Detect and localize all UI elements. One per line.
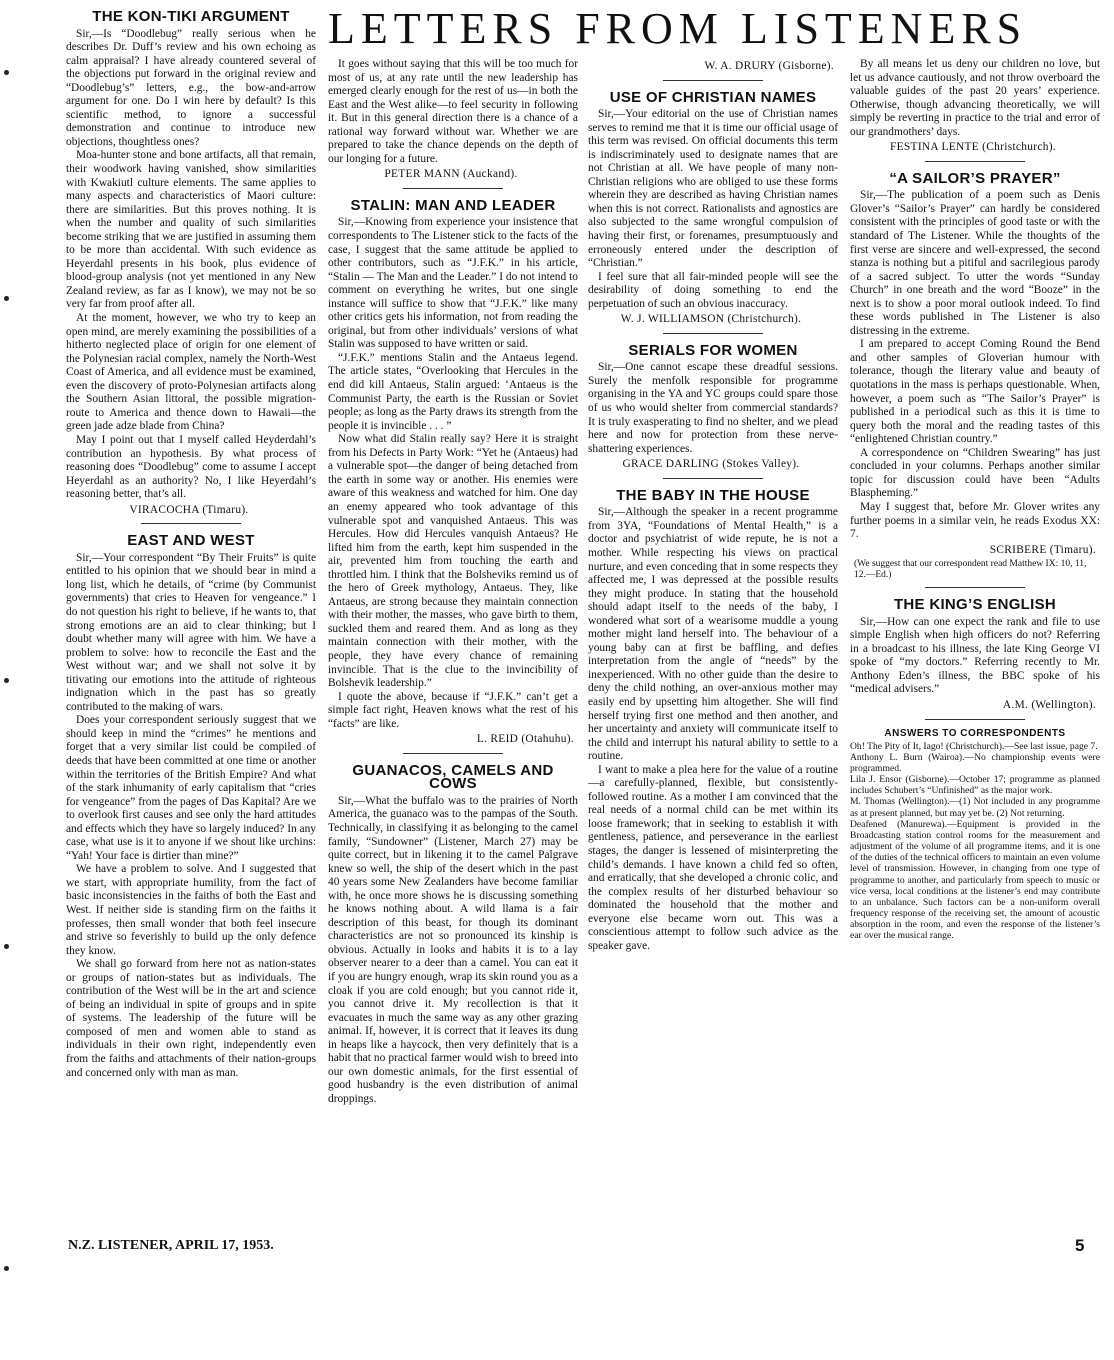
letter-paragraph: Sir,—Knowing from experience your insistence that correspondents to The Listener stick to the facts of the case, I suggest that the same attitude be applied to other contributors, such as “J.F.K.” in his article, “Stalin — The Man and the Leader.” I do not intend to comment on everything he writes, but one single instance will suffice to show that “J.F.K.” like many other critics gets his information, not from reading the original, but from other individuals’ versions of what Stalin was supposed to have written or said. [328,216,578,351]
editor-note: (We suggest that our correspondent read Matthew IX: 10, 11, 12.—Ed.) [854,559,1087,581]
letter-paragraph: Moa-hunter stone and bone artifacts, all that remain, their woodwork having vanished, show similarities with Kwakiutl culture elements. The same applies to many aspects and characteristics of Maori culture: there are similarities. But this proves nothing. It is when the number and quality of such similarities become striking that we are justified in assuming them to be more than accidental. With such evidence as Heyerdahl presents in his book, plus evidence of blood-group analysis (not yet mentioned in any New Zealand review, as far as I know), we may not be so very far from proof after all. [66,149,316,311]
letter-paragraph: I want to make a plea here for the value of a routine—a carefully-planned, flexible, but consistently-followed routine. As a mother I am convinced that the real needs of a normal child can be met within its loose framework; that in seeking to establish it with gentleness, patience, and perseverance in the earliest stages, the danger is lessened of misinterpreting the child’s demands. I have known a child fed so often, and erratically, that she developed a chronic colic, and the complex results of her disturbed behaviour so dominated the household that the mother and everyone else became worn out. This was a conscientious attempt to follow such advice as the speaker gave. [588,763,838,952]
column-3 [588,58,838,953]
letter-paragraph: Sir,—Your editorial on the use of Christian names serves to remind me that it is time our official usage of this term was revised. On official documents this term is indiscriminately used to designate names that are not Christian at all. We have people of many non-Christian religions who are obliged to use these forms wherein they are described as having Christian names when this is not correct. Rationalists and agnostics are also subjected to the same wrongful compulsion of having their first, or forenames, presumptuously and erroneously entered under the description of “Christian.” [588,108,838,270]
answer-item: Oh! The Pity of It, Iago! (Christchurch).—See last issue, page 7. [850,740,1098,752]
letter-paragraph: Now what did Stalin really say? Here it is straight from his Defects in Party Work: “Yet he (Antaeus) had a vulnerable spot—the danger of being detached from the earth in some way or another. His enemies were aware of this weakness and watched for him. One day an enemy appeared who took advantage of this vulnerable spot and vanquished Antaeus. This was Hercules. How did Hercules vanquish Antaeus? He lifted him from the earth, kept him suspended in the air, prevented him from touching the earth and throttled him. I think that the Bolsheviks remind us of the hero of Greek mythology, Antaeus. They, like Antaeus, are strong because they maintain connection with their mother, the masses, who gave birth to them, suckled them and reared them. And as long as they maintain connection with their mother, with the people, they have every chance of remaining invincible. That is the clue to the invincibility of Bolshevik leadership.” [328,433,578,690]
letter-paragraph: It goes without saying that this will be too much for most of us, at any rate until the new leadership has emerged clearly enough for the rest of us—in both the East and the West alike—to feel security in following it. But in this general direction there is a chance of a rational way forward without war. Whether we are prepared to take the chance depends on the depth of our longing for a future. [328,58,578,165]
letter-signature: FESTINA LENTE (Christchurch). [890,141,1056,154]
letter-paragraph: Sir,—How can one expect the rank and file to use simple English when high officers do not? Referring in a broadcast to his illness, the late King George VI spoke of “my doctors.” Referring recently to Mr. Anthony Eden’s illness, the BBC spoke of his “medical advisers.” [850,615,1100,696]
letter-paragraph: A correspondence on “Children Swearing” has just concluded in your columns. Perhaps another similar topic for discussion could have been “Adults Blaspheming.” [850,446,1100,500]
letter-signature: SCRIBERE (Timaru). [989,543,1096,556]
letter-paragraph: At the moment, however, we who try to keep an open mind, are merely examining the possibilities of a hitherto neglected place of origin for one element of the Polynesian racial complex, namely the North-West Coast of America, and all evidence must be examined, even the discovery of proto-Polynesian artifacts along the Southern Asian littoral, the possible migration-route to America and thence down to Hawaii—the green jade adze blade from China? [66,312,316,433]
divider [925,161,1025,162]
letter-paragraph: By all means let us deny our children no love, but let us advance cautiously, and not throw overboard the valuable guides of the past 20 years’ experience. Otherwise, though advancing theoretically, we will simply be reverting in practice to the trial and error of our grandmothers’ days. [850,58,1100,138]
letter-heading: THE KON-TIKI ARGUMENT [92,8,290,25]
letter-paragraph: We shall go forward from here not as nation-states or groups of nation-states but as individuals. The contribution of the West will be in the art and science of being an individual in spite of groups and in spite of systems. The leadership of the future will be composed of men and women able to stand as individuals in their own right, independently even from the faiths and attachments of their nation-groups and concerned only with man as man. [66,958,316,1079]
answer-item: M. Thomas (Wellington).—(1) Not included in any programme as at present planned, but may yet be. (2) Not returning. [850,796,1100,819]
letter-heading: THE BABY IN THE HOUSE [616,486,810,504]
divider [663,333,763,334]
binding-mark [4,1266,9,1271]
divider [925,719,1025,720]
binding-mark [4,296,9,301]
letter-signature: L. REID (Otahuhu). [476,733,574,746]
letter-heading: EAST AND WEST [127,532,255,550]
letter-heading: USE OF CHRISTIAN NAMES [609,88,817,106]
divider [663,80,763,81]
letter-heading: GUANACOS, CAMELS AND COWS [352,761,554,793]
letter-paragraph: Sir,—What the buffalo was to the prairies of North America, the guanaco was to the pampas of the South. Technically, in classifying it as belonging to the camel family, “Sundowner” (Listener, March 27) may be quite correct, but in likening it to the camel Palgrave knew so well, the ship of the desert which in the past 40 years some New Zealanders have become familiar with, he once more shows he is discussing something he knows nothing about. A wild llama is a fair description of this beast, for though its dominant characteristics are not so pronounced its kinship is obvious. Actually in looks and habits it is to a lay observer nearer to a deer than a camel. You can eat it if you are hungry enough, wrap its skin round you as a cloak if you are cold enough; but you cannot ride it, you cannot drive it. My recollection is that it evacuates in much the same way as any other grazing animal. If, however, it is correct that it leaves its dung in heaps like a haycock, then very definitely that is a habit that no practical farmer would wish to breed into our own domestic animals, for the first essential of good husbandry is the even distribution of animal droppings. [328,794,578,1105]
answer-item: Deafened (Manurewa).—Equipment is provided in the Broadcasting station control rooms for the measurement and adjustment of the volume of all programme items, and it is one of the duties of the technical officers to maintain an even volume level of transmission. However, in changing from one type of programme to another, and particularly from speech to music or vice versa, local conditions at the listener’s end may contribute to an unbalance. Such factors can be a non-uniform overall frequency response of the receiving set, the amount of acoustic absorption in the room, and even the response of the listener’s ear over the musical range. [850,818,1100,942]
divider [403,753,503,754]
binding-mark [4,70,9,75]
letter-signature: W. J. WILLIAMSON (Christchurch). [620,313,802,326]
letter-heading: “A SAILOR’S PRAYER” [889,169,1061,187]
letter-paragraph: Sir,—Your correspondent “By Their Fruits” is quite entitled to his opinion that we should bear in mind a long list, which he details, of “crime (by Communist governments) that cries to Heaven for vengeance.” I do not question his right to believe, if he wants to, that strong emotions are an aid to clear thinking; but I doubt whether many will agree with him. We have a problem to solve: how to reconcile the East and the West without war; and we shall not solve it by titivating our emotions into the attitude of righteous indignation which in the past has so greatly contributed to the making of wars. [66,551,316,713]
page-number: 5 [1075,1236,1085,1255]
masthead-title: LETTERS FROM LISTENERS [328,4,1028,53]
letter-signature: GRACE DARLING (Stokes Valley). [622,458,800,471]
divider [141,523,241,524]
divider [663,478,763,479]
letter-signature: W. A. DRURY (Gisborne). [704,60,834,72]
letter-paragraph: I quote the above, because if “J.F.K.” can’t get a simple fact right, Heaven knows what the rest of his “facts” are like. [328,690,578,730]
letter-paragraph: Sir,—Is “Doodlebug” really serious when he describes Dr. Duff’s review and his own echoing as calm appraisal? I have already countered several of the objections put forward in the original review and “Doodlebug’s” letters, e.g., the bow-and-arrow argument for one. Do I win here by default? Is this scientific method, to ignore a successful demonstration and continue to introduce new objections, thoughtless ones? [66,27,316,148]
letter-paragraph: Does your correspondent seriously suggest that we should keep in mind the “crimes” he mentions and forget that a very similar list could be compiled of deeds that have been committed at one time or another within the territories of the British Empire? And what of the stark inhumanity of early capitalism that “cries for vengeance” from the pages of Das Kapital? Are we to overlook first causes and see only the hard attitudes and effects which they have so largely induced? In any case, what use is it to anyone if we shout like urchins: “Yah! Your face is dirtier than mine?” [66,714,316,862]
binding-mark [4,944,9,949]
letter-paragraph: I feel sure that all fair-minded people will see the desirability of doing something to end the perpetuation of such an obvious inaccuracy. [588,270,838,310]
letter-signature: VIRACOCHA (Timaru). [129,503,249,516]
letter-paragraph: May I point out that I myself called Heyderdahl’s contribution an hypothesis. By what process of reasoning does “Doodlebug” come to assume I accept Heyerdahl as an authority? No, I like Heyerdahl’s reasoning better, that’s all. [66,433,316,501]
column-1 [66,10,316,1080]
binding-mark [4,678,9,683]
answer-item: Anthony L. Burn (Wairoa).—No championship events were programmed. [850,751,1100,774]
column-2 [328,58,578,1106]
answers-heading: ANSWERS TO CORRESPONDENTS [884,727,1066,739]
letter-signature: A.M. (Wellington). [1002,698,1096,711]
letter-paragraph: We have a problem to solve. And I suggested that we start, with appropriate humility, from the fact of basic inconsistencies in the faiths of both the East and West. If neither side is standing firm on the faiths it professes, then small wonder that both feel insecure and strive so feverishly to build up the only defence they know. [66,863,316,957]
letter-paragraph: Sir,—One cannot escape these dreadful sessions. Surely the menfolk responsible for programme organising in the YA and YC groups could spare those of us who would shelter from commercial standards? It is truly exasperating to find no shelter, and we plead here and now for protection from these nerve-shattering experiences. [588,361,838,455]
letter-heading: STALIN: MAN AND LEADER [350,196,556,214]
column-4 [850,58,1100,941]
letter-signature: PETER MANN (Auckand). [384,168,518,181]
divider [403,188,503,189]
letter-paragraph: I am prepared to accept Coming Round the Bend and other samples of Gloverian humour with tolerance, though the literary value and beauty of quotations in the mass is perhaps questionable. When, however, a poem such as “The Sailor’s Prayer” is published in a periodical such as this it is time to query both the moral and the reading tastes of this “enlightened Christian country.” [850,338,1100,446]
letter-paragraph: Sir,—The publication of a poem such as Denis Glover’s “Sailor’s Prayer” can hardly be considered consistent with the principles of good taste or with the standard of The Listener. While the thoughts of the first verse are sincere and well-expressed, the second stanza is nothing but a pitiful and sacrilegious parody of a sacred subject. To utter the words “Sunday Church” in one breath and the word “Booze” in the next is to show a poor moral outlook indeed. To find these words published in The Listener is also distressing in the extreme. [850,189,1100,337]
letter-paragraph: “J.F.K.” mentions Stalin and the Antaeus legend. The article states, “Overlooking that Hercules in the end did kill Antaeus, Stalin argued: ‘Antaeus is the Communist Party, the earth is the Russian or Soviet people; as long as the Party draws its strength from the people it is invincible . . . ” [328,351,578,432]
issue-footer: N.Z. LISTENER, APRIL 17, 1953. [68,1238,274,1253]
letter-paragraph: Sir,—Although the speaker in a recent programme from 3YA, “Foundations of Mental Health,” is a doctor and psychiatrist of wide repute, he is not a mother. While respecting his views on practical nurture, and even conceding that in some respects they affected me, I was depressed at the possible results they might produce. In stating that the household should adapt itself to the needs of the baby, I wondered what sort of a wearisome muddle a young mother might land herself into. The behaviour of a young baby can at first be baffling, and defies interpretation from the angle of “needs” by the inexperienced. With no other guide than the desire to deny the child nothing, an over-anxious mother may easily end by upsetting him altogether. She will find herself trying first one method and then another, and her uncertainty and anxiety will communicate itself to the child and interrupt his natural ability to settle to a routine. [588,506,838,763]
divider [925,587,1025,588]
answers-to-correspondents [850,728,1100,942]
letter-heading: SERIALS FOR WOMEN [628,341,798,359]
letter-heading: THE KING’S ENGLISH [893,596,1057,614]
answer-item: Lila J. Ensor (Gisborne).—October 17; programme as planned includes Schubert’s “Unfinished” as the major work. [850,774,1100,797]
letter-paragraph: May I suggest that, before Mr. Glover writes any further poems in a similar vein, he reads Exodus XX: 7. [850,500,1100,541]
